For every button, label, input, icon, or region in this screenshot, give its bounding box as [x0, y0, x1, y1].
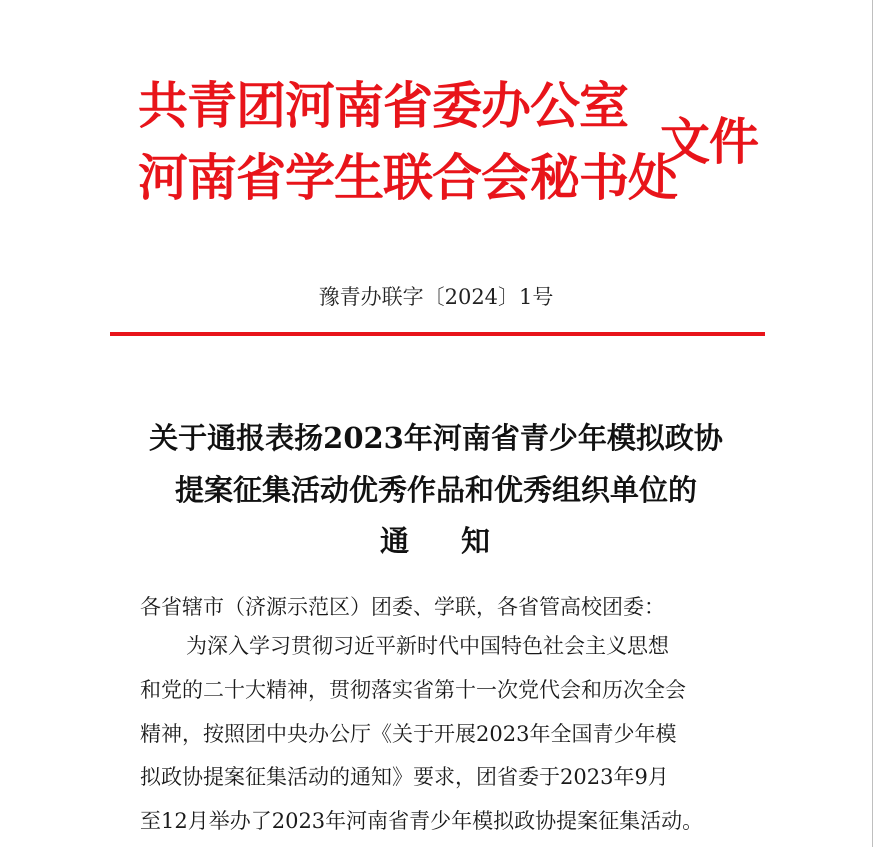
paragraph-line: 精神，按照团中央办公厅《关于开展2023年全国青少年模	[140, 722, 677, 746]
page-border	[872, 0, 873, 847]
paragraph-line: 为深入学习贯彻习近平新时代中国特色社会主义思想	[186, 634, 669, 658]
document-type-label: 文件	[660, 113, 758, 171]
issuer-name-student-federation-secretariat: 河南省学生联合会秘书处	[138, 149, 677, 207]
paragraph-line: 和党的二十大精神，贯彻落实省第十一次党代会和历次全会	[140, 678, 686, 702]
notice-title-line-2: 提案征集活动优秀作品和优秀组织单位的	[174, 473, 697, 507]
notice-title-line-3	[0, 521, 872, 561]
salutation: 各省辖市（济源示范区）团委、学联，各省管高校团委：	[140, 595, 665, 619]
document-number: 豫青办联字〔2024〕1号	[318, 285, 554, 309]
notice-title-char-2: 知	[461, 524, 493, 558]
issuer-name-youth-league-office: 共青团河南省委办公室	[138, 77, 628, 135]
notice-title-line-1: 关于通报表扬2023年河南省青少年模拟政协	[149, 421, 723, 455]
notice-title-char-1: 通	[379, 524, 411, 558]
red-divider-line	[110, 332, 765, 336]
paragraph-line: 至12月举办了2023年河南省青少年模拟政协提案征集活动。	[140, 809, 704, 833]
paragraph-line: 拟政协提案征集活动的通知》要求，团省委于2023年9月	[140, 765, 669, 789]
